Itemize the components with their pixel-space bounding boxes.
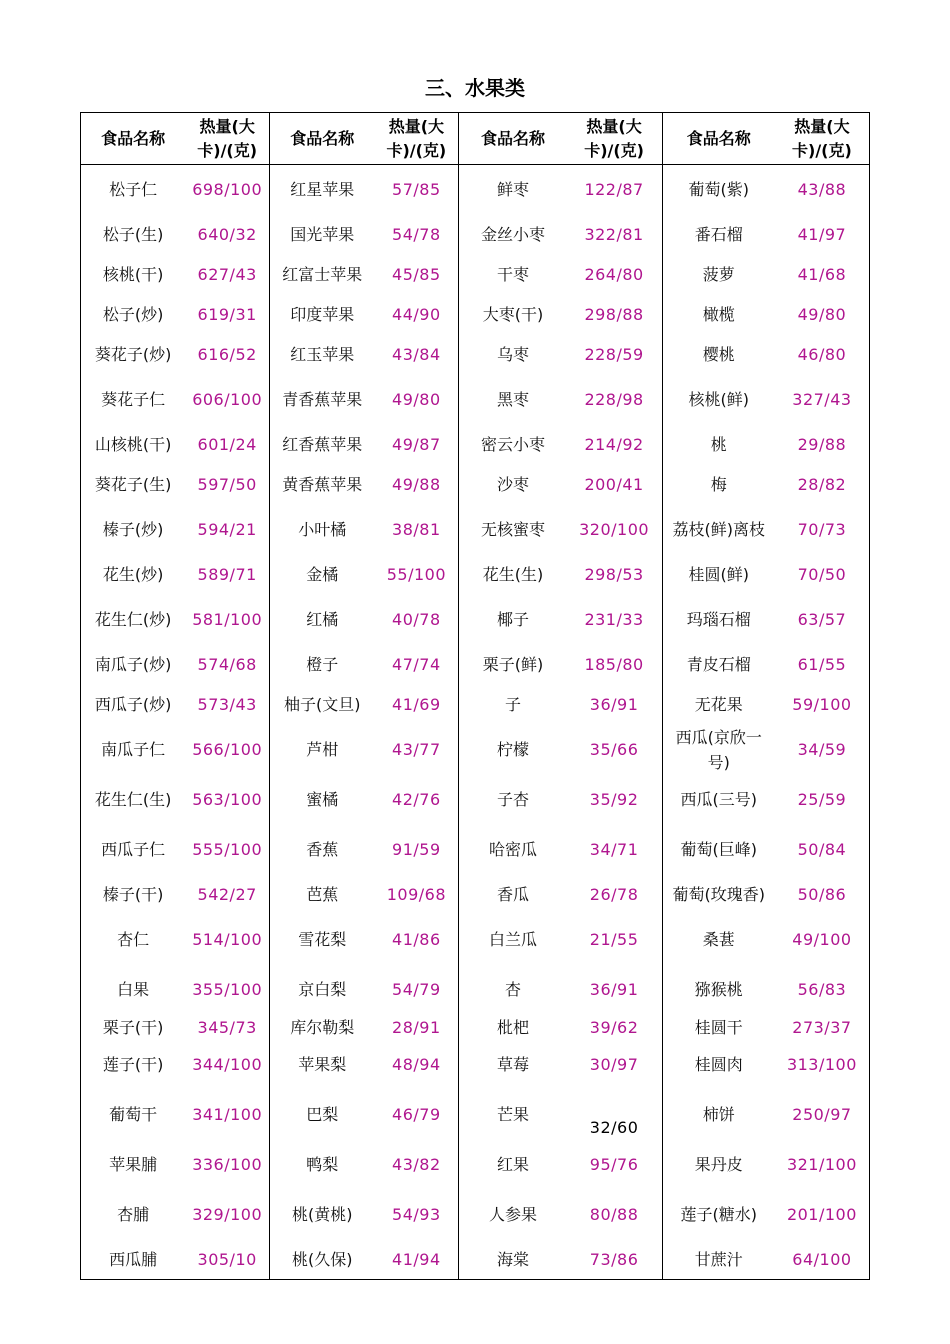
table-header-row [81,113,870,165]
food-name-cell: 大枣(干) [482,305,544,324]
table-row [81,725,870,775]
food-name-cell: 国光苹果 [290,225,355,244]
food-name-cell: 苹果脯 [109,1155,158,1174]
food-name-cell: 菠萝 [702,265,735,284]
table-row [81,215,870,255]
food-name-cell: 花生(炒) [102,565,164,584]
food-name-cell: 花生(生) [482,565,544,584]
header-calories: 热量(大卡)/(克) [185,113,270,165]
table-row [81,645,870,685]
table-row [81,915,870,965]
food-name-cell: 白果 [117,980,150,999]
calorie-cell: 43/82 [374,1140,459,1190]
table-row [81,1190,870,1240]
calorie-cell: 49/100 [792,930,852,949]
table-row [81,1040,870,1090]
table-row [81,1090,870,1140]
table-row [81,505,870,555]
calorie-cell: 597/50 [185,465,270,505]
food-name-cell: 杏仁 [117,930,150,949]
food-name-cell: 红香蕉苹果 [282,435,363,454]
food-name-cell: 人参果 [488,1205,537,1224]
food-name-cell: 樱桃 [702,345,735,364]
food-name-cell: 番石榴 [694,225,743,244]
calorie-cell: 228/59 [567,335,663,375]
calorie-cell: 336/100 [185,1140,270,1190]
page-title: 三、水果类 [425,76,525,100]
calorie-cell: 555/100 [185,825,270,875]
calorie-cell: 563/100 [185,775,270,825]
food-name-cell: 果丹皮 [694,1155,743,1174]
food-name-cell: 葡萄干 [109,1105,158,1124]
food-name-cell: 甘蔗汁 [694,1249,743,1269]
food-name-cell: 山核桃(干) [94,435,172,454]
calorie-cell: 581/100 [185,595,270,645]
food-name-cell: 青皮石榴 [686,655,751,674]
calorie-cell: 95/76 [567,1140,663,1190]
calorie-cell: 574/68 [185,645,270,685]
food-name-cell: 杏脯 [117,1205,150,1224]
food-name-cell: 干枣 [496,265,529,284]
calorie-cell: 80/88 [567,1190,663,1240]
food-name-cell: 松子(炒) [102,305,164,324]
calorie-cell: 21/55 [567,915,663,965]
header-calories: 热量(大卡)/(克) [567,113,663,165]
calorie-cell: 228/98 [567,375,663,425]
calorie-cell: 573/43 [185,685,270,725]
calorie-cell: 25/59 [797,790,847,809]
calorie-cell: 640/32 [185,215,270,255]
food-name-cell: 西瓜子仁 [101,840,166,859]
food-name-cell: 杏 [504,980,521,999]
calorie-cell: 321/100 [786,1155,857,1174]
food-name-cell: 小叶橘 [298,520,347,539]
food-name-cell: 京白梨 [298,980,347,999]
calorie-cell: 355/100 [185,965,270,1015]
calorie-cell: 201/100 [786,1205,857,1224]
table-row [81,165,870,215]
food-name-cell: 海棠 [496,1249,529,1269]
food-name-cell: 橙子 [306,655,339,674]
calorie-cell: 36/91 [567,685,663,725]
food-name-cell: 核桃(鲜) [688,390,749,409]
calorie-cell: 594/21 [185,505,270,555]
calorie-cell: 185/80 [567,645,663,685]
food-name-cell: 青香蕉苹果 [282,390,363,409]
food-name-cell: 红富士苹果 [282,265,363,284]
table-row [81,825,870,875]
calorie-cell: 91/59 [374,825,459,875]
table-row [81,685,870,725]
food-name-cell: 红橘 [306,610,339,629]
calorie-cell: 49/88 [374,465,459,505]
food-name-cell: 柿饼 [702,1105,735,1124]
food-name-cell: 荔枝(鲜)离枝 [672,520,765,539]
calorie-cell: 73/86 [567,1240,663,1280]
food-name-cell: 莲子(糖水) [680,1205,757,1224]
calorie-cell: 35/92 [567,775,663,825]
food-name-cell: 栗子(鲜) [482,655,544,674]
calorie-cell: 250/97 [792,1105,852,1124]
table-row [81,255,870,295]
table-row [81,595,870,645]
food-name-cell: 子杏 [496,790,529,809]
table-row [81,295,870,335]
food-name-cell: 苹果梨 [298,1055,347,1074]
food-name-cell: 芒果 [496,1105,529,1124]
table-row [81,335,870,375]
calorie-cell: 55/100 [374,555,459,595]
calorie-cell: 49/87 [374,425,459,465]
calorie-cell: 305/10 [185,1240,270,1280]
calorie-cell: 26/78 [567,875,663,915]
calorie-cell: 30/97 [567,1040,663,1090]
calorie-cell: 329/100 [185,1190,270,1240]
calorie-cell: 698/100 [185,165,270,215]
calorie-cell: 566/100 [185,725,270,775]
food-name-cell: 橄榄 [702,305,735,324]
food-name-cell: 核桃(干) [102,265,164,284]
food-name-cell: 榛子(炒) [102,520,164,539]
table-row [81,465,870,505]
calorie-cell: 28/82 [797,475,847,494]
food-name-cell: 南瓜子仁 [101,740,166,759]
food-name-cell: 南瓜子(炒) [94,655,172,674]
calorie-cell: 44/90 [374,295,459,335]
food-name-cell: 榛子(干) [102,885,164,904]
food-name-cell: 金丝小枣 [480,225,545,244]
header-food-name: 食品名称 [662,113,775,165]
food-name-cell: 黄香蕉苹果 [282,475,363,494]
food-name-cell: 栗子(干) [102,1017,164,1037]
calorie-cell: 41/86 [374,915,459,965]
calorie-cell: 47/74 [374,645,459,685]
calorie-cell: 38/81 [374,505,459,555]
calorie-cell: 327/43 [792,390,852,409]
calorie-cell: 606/100 [185,375,270,425]
food-name-cell: 桃 [710,435,727,454]
calorie-cell: 34/71 [567,825,663,875]
food-name-cell: 桃(久保) [292,1249,353,1269]
calorie-cell: 41/69 [374,685,459,725]
food-name-cell: 桑葚 [702,930,735,949]
food-name-cell: 芭蕉 [306,885,339,904]
calorie-cell: 64/100 [792,1249,852,1269]
calorie-cell: 41/97 [797,225,847,244]
calorie-cell: 70/50 [797,565,847,584]
food-name-cell: 雪花梨 [298,930,347,949]
calorie-cell: 36/91 [567,965,663,1015]
calorie-cell: 109/68 [374,875,459,915]
calorie-cell: 616/52 [185,335,270,375]
header-food-name: 食品名称 [81,113,186,165]
food-name-cell: 鲜枣 [496,180,529,200]
food-name-cell: 黑枣 [496,390,529,409]
table-row [81,1140,870,1190]
food-name-cell: 葡萄(玫瑰香) [672,885,765,904]
calorie-cell: 122/87 [567,165,663,215]
food-name-cell: 花生仁(炒) [94,610,172,629]
calorie-cell: 32/60 [567,1090,663,1140]
table-row [81,375,870,425]
food-name-cell: 印度苹果 [290,305,355,324]
calorie-cell: 46/80 [797,345,847,364]
food-name-cell: 花生仁(生) [94,790,172,809]
food-name-cell: 红果 [496,1155,529,1174]
calorie-cell: 45/85 [374,255,459,295]
calorie-cell: 54/79 [374,965,459,1015]
calorie-cell: 200/41 [567,465,663,505]
calorie-cell: 49/80 [374,375,459,425]
food-name-cell: 巴梨 [306,1105,339,1124]
food-name-cell: 密云小枣 [480,435,545,454]
calorie-cell: 39/62 [567,1015,663,1040]
food-name-cell: 桂圆肉 [694,1055,743,1074]
calorie-cell: 322/81 [567,215,663,255]
calorie-cell: 34/59 [797,740,847,759]
food-name-cell: 鸭梨 [306,1155,339,1174]
food-name-cell: 西瓜(京欣一号) [675,727,762,772]
calorie-cell: 273/37 [792,1017,852,1037]
table-row [81,965,870,1015]
calorie-cell: 589/71 [185,555,270,595]
food-name-cell: 无花果 [694,695,743,714]
food-name-cell: 柠檬 [496,740,529,759]
calorie-cell: 29/88 [797,435,847,454]
food-name-cell: 松子(生) [102,225,164,244]
food-name-cell: 沙枣 [496,475,529,494]
calorie-cell: 43/77 [374,725,459,775]
calorie-cell: 619/31 [185,295,270,335]
food-name-cell: 枇杷 [496,1017,529,1037]
table-row [81,1240,870,1280]
food-name-cell: 香瓜 [496,885,529,904]
food-name-cell: 哈密瓜 [488,840,537,859]
food-name-cell: 子 [504,695,521,714]
calorie-cell: 46/79 [374,1090,459,1140]
food-name-cell: 西瓜子(炒) [94,695,172,714]
calorie-cell: 298/53 [567,555,663,595]
table-row [81,1015,870,1040]
food-name-cell: 草莓 [496,1055,529,1074]
calorie-cell: 54/78 [374,215,459,255]
calorie-cell: 40/78 [374,595,459,645]
food-name-cell: 香蕉 [306,840,339,859]
food-name-cell: 葵花子(生) [94,475,172,494]
food-name-cell: 无核蜜枣 [480,520,545,539]
calorie-cell: 43/84 [374,335,459,375]
food-name-cell: 金橘 [306,565,339,584]
calorie-cell: 54/93 [374,1190,459,1240]
calorie-cell: 56/83 [797,980,847,999]
table-body [81,165,870,1280]
header-food-name: 食品名称 [459,113,567,165]
header-calories: 热量(大卡)/(克) [374,113,459,165]
calorie-cell: 264/80 [567,255,663,295]
calorie-cell: 43/88 [797,180,847,200]
calorie-cell: 59/100 [792,695,852,714]
food-name-cell: 芦柑 [306,740,339,759]
table-row [81,875,870,915]
food-name-cell: 椰子 [496,610,529,629]
calorie-cell: 49/80 [797,305,847,324]
calorie-cell: 542/27 [185,875,270,915]
calorie-cell: 42/76 [374,775,459,825]
food-name-cell: 梅 [710,475,727,494]
calorie-cell: 514/100 [185,915,270,965]
calorie-cell: 627/43 [185,255,270,295]
food-name-cell: 库尔勒梨 [290,1017,355,1037]
food-name-cell: 蜜橘 [306,790,339,809]
calorie-cell: 41/68 [797,265,847,284]
calorie-cell: 48/94 [374,1040,459,1090]
calorie-cell: 28/91 [374,1015,459,1040]
calorie-cell: 61/55 [797,655,847,674]
food-name-cell: 松子仁 [109,180,158,200]
calorie-cell: 298/88 [567,295,663,335]
calorie-cell: 35/66 [567,725,663,775]
food-name-cell: 葵花子(炒) [94,345,172,364]
header-calories: 热量(大卡)/(克) [775,113,870,165]
calorie-cell: 344/100 [185,1040,270,1090]
food-name-cell: 桂圆干 [694,1017,743,1037]
food-name-cell: 猕猴桃 [694,980,743,999]
header-food-name: 食品名称 [270,113,375,165]
table-row [81,775,870,825]
calorie-cell: 320/100 [567,505,663,555]
calorie-cell: 57/85 [374,165,459,215]
food-name-cell: 桂圆(鲜) [688,565,749,584]
calorie-cell: 63/57 [797,610,847,629]
food-name-cell: 柚子(文旦) [284,695,361,714]
food-name-cell: 白兰瓜 [488,930,537,949]
calorie-cell: 313/100 [786,1055,857,1074]
calorie-cell: 214/92 [567,425,663,465]
food-name-cell: 葡萄(紫) [688,180,749,200]
calorie-cell: 341/100 [185,1090,270,1140]
food-name-cell: 红星苹果 [290,180,355,200]
food-name-cell: 玛瑙石榴 [686,610,751,629]
calorie-cell: 50/84 [797,840,847,859]
food-name-cell: 莲子(干) [102,1055,164,1074]
calorie-cell: 70/73 [797,520,847,539]
food-name-cell: 西瓜脯 [109,1249,158,1269]
food-name-cell: 桃(黄桃) [292,1205,353,1224]
food-name-cell: 葡萄(巨峰) [680,840,757,859]
table-row [81,425,870,465]
calorie-cell: 601/24 [185,425,270,465]
table-row [81,555,870,595]
calorie-cell: 50/86 [797,885,847,904]
food-name-cell: 乌枣 [496,345,529,364]
calorie-cell: 231/33 [567,595,663,645]
food-name-cell: 葵花子仁 [101,390,166,409]
calorie-cell: 345/73 [185,1015,270,1040]
calorie-cell: 41/94 [374,1240,459,1280]
food-name-cell: 红玉苹果 [290,345,355,364]
fruit-calorie-table [80,112,870,1280]
food-name-cell: 西瓜(三号) [680,790,757,809]
